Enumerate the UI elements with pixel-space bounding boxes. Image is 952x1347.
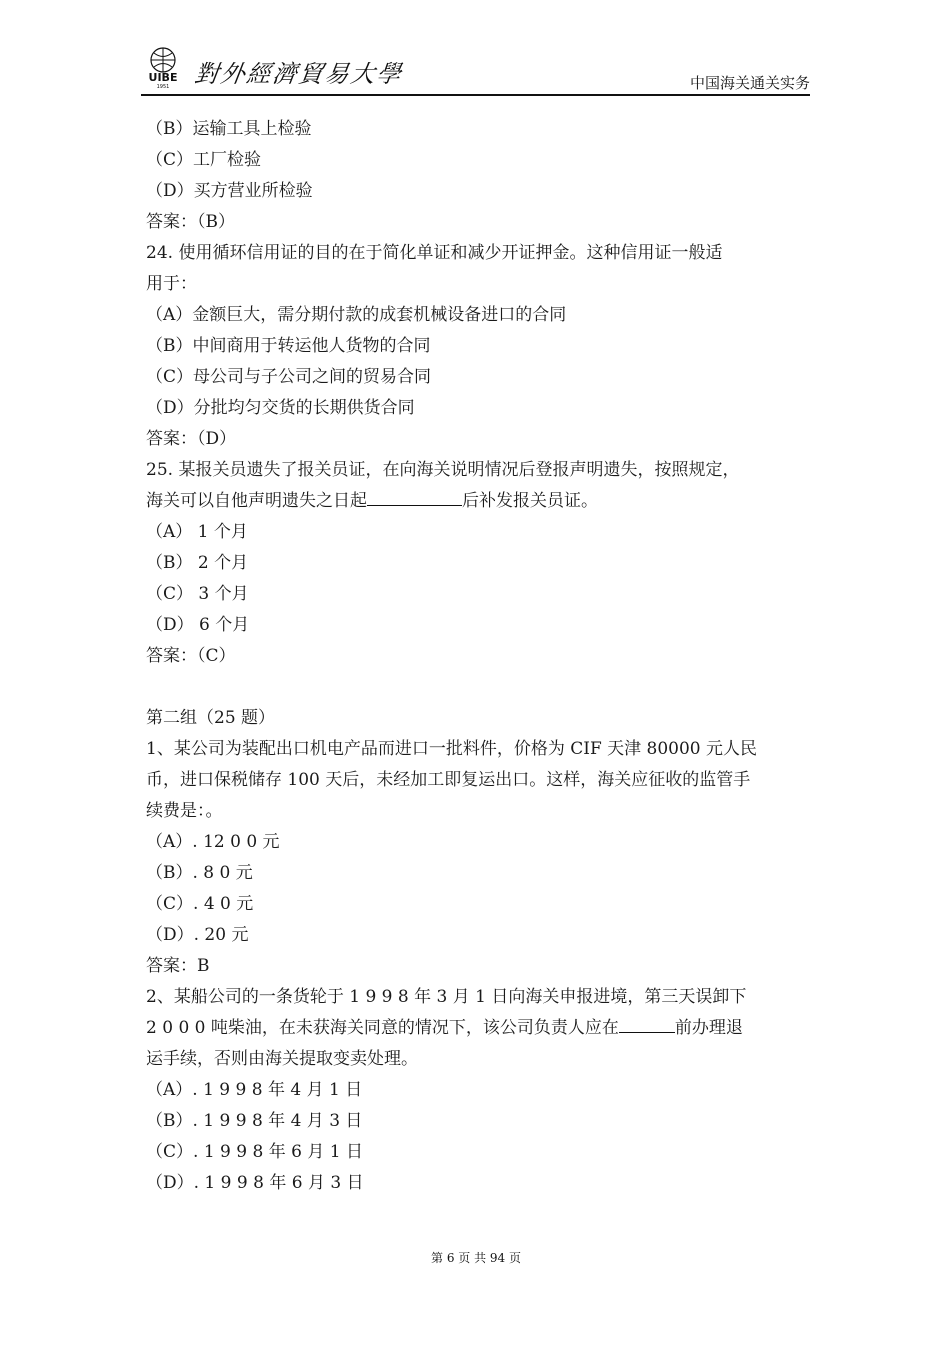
- s2-q1-stem-line-1: 1、某公司为装配出口机电产品而进口一批料件，价格为 CIF 天津 80000 元人民: [146, 739, 758, 759]
- s2-q2-stem-before-blank: 2 0 0 0 吨柴油，在未获海关同意的情况下，该公司负责人应在: [146, 1018, 619, 1038]
- q24-stem-line-1: 24. 使用循环信用证的目的在于简化单证和减少开证押金。这种信用证一般适: [146, 243, 723, 263]
- s2-q2-stem-line-2: [146, 1013, 810, 1044]
- s2-q1-option-b: （B）. 8 0 元: [146, 863, 253, 883]
- page-body: [146, 114, 810, 1199]
- s2-q2-option-d: （D）. 1 9 9 8 年 6 月 3 日: [146, 1173, 364, 1193]
- university-logo-icon: [141, 44, 185, 88]
- q24-answer: 答案：（D）: [146, 429, 237, 449]
- s2-q1-stem-line-3: 续费是：。: [146, 801, 223, 821]
- q24-option-a: （A）金额巨大，需分期付款的成套机械设备进口的合同: [146, 305, 567, 325]
- q24-option-c: （C）母公司与子公司之间的贸易合同: [146, 367, 432, 387]
- section-heading: 第二组（25 题）: [146, 708, 276, 728]
- q25-stem-line-1: 25. 某报关员遗失了报关员证，在向海关说明情况后登报声明遗失，按照规定，: [146, 460, 740, 480]
- q25-option-d: （D） 6 个月: [146, 615, 250, 635]
- q25-answer: 答案：（C）: [146, 646, 236, 666]
- q25-fill-blank: [367, 487, 462, 506]
- q24-option-b: （B）中间商用于转运他人货物的合同: [146, 336, 431, 356]
- q24-stem-line-2: 用于：: [146, 274, 197, 294]
- q25-stem-before-blank: 海关可以自他声明遗失之日起: [146, 491, 367, 511]
- s2-q2-stem-line-3: 运手续，否则由海关提取变卖处理。: [146, 1049, 418, 1069]
- s2-q2-option-b: （B）. 1 9 9 8 年 4 月 3 日: [146, 1111, 363, 1131]
- course-title: 中国海关通关实务: [689, 74, 810, 92]
- s2-q1-option-a: （A）. 12 0 0 元: [146, 832, 280, 852]
- q23-option-c: （C）工厂检验: [146, 150, 262, 170]
- q25-option-c: （C） 3 个月: [146, 584, 249, 604]
- page-header: [141, 40, 810, 96]
- s2-q2-fill-blank: [619, 1014, 675, 1033]
- logo-year: 1951: [156, 84, 170, 88]
- q25-option-b: （B） 2 个月: [146, 553, 249, 573]
- q23-answer: 答案：（B）: [146, 212, 235, 232]
- university-name: 對外經濟貿易大學: [192, 60, 405, 88]
- s2-q1-answer: 答案：B: [146, 956, 210, 976]
- q25-option-a: （A） 1 个月: [146, 522, 248, 542]
- s2-q2-stem-line-1: 2、某船公司的一条货轮于 1 9 9 8 年 3 月 1 日向海关申报进境，第三天误卸下: [146, 987, 747, 1007]
- s2-q2-option-a: （A）. 1 9 9 8 年 4 月 1 日: [146, 1080, 363, 1100]
- q23-option-d: （D）买方营业所检验: [146, 181, 313, 201]
- header-divider: [141, 94, 810, 96]
- s2-q1-stem-line-2: 币，进口保税储存 100 天后，未经加工即复运出口。这样，海关应征收的监管手: [146, 770, 751, 790]
- q25-stem-line-2: [146, 486, 810, 517]
- s2-q2-option-c: （C）. 1 9 9 8 年 6 月 1 日: [146, 1142, 363, 1162]
- q25-stem-after-blank: 后补发报关员证。: [462, 491, 598, 511]
- q23-option-b: （B）运输工具上检验: [146, 119, 312, 139]
- section-spacer: [146, 672, 810, 703]
- page-number: 第 6 页 共 94 页: [431, 1251, 521, 1265]
- q24-option-d: （D）分批均匀交货的长期供货合同: [146, 398, 415, 418]
- s2-q2-stem-after-blank: 前办理退: [674, 1018, 743, 1038]
- s2-q1-option-c: （C）. 4 0 元: [146, 894, 254, 914]
- logo-text: UIBE: [148, 71, 178, 84]
- s2-q1-option-d: （D）. 20 元: [146, 925, 249, 945]
